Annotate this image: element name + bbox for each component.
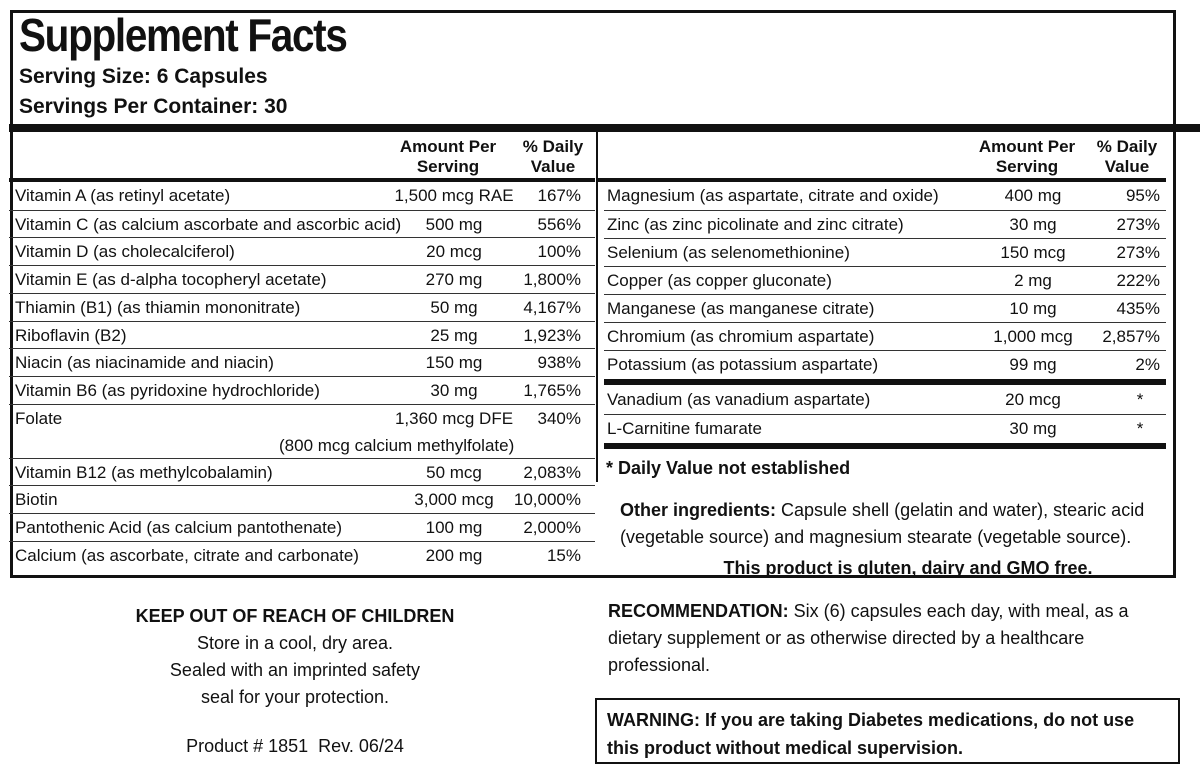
- nutrient-name: Vitamin B12 (as methylcobalamin): [15, 462, 273, 482]
- nutrient-daily-value: 273%: [1116, 215, 1160, 234]
- nutrient-name: L-Carnitine fumarate: [607, 419, 762, 438]
- table-row: [9, 348, 595, 376]
- nutrient-daily-value: 435%: [1116, 299, 1160, 318]
- storage-line: Sealed with an imprinted safety: [169, 660, 421, 680]
- table-row: [604, 386, 1166, 414]
- nutrient-amount: 500 mg: [425, 214, 483, 234]
- panel-title: Supplement Facts: [19, 9, 347, 61]
- recommendation-text: Six (6) capsules each day, with meal, as a dietary supplement or as otherwise directed by a healthcare professional.: [608, 601, 1129, 675]
- nutrient-name: Vitamin B6 (as pyridoxine hydrochloride): [15, 380, 320, 400]
- servings-per-container: Servings Per Container: 30: [19, 95, 288, 118]
- amount-header-right: [968, 137, 1086, 177]
- nutrient-daily-value: 95%: [1125, 186, 1160, 205]
- table-row: [9, 376, 595, 404]
- nutrient-daily-value: 10,000%: [513, 490, 581, 510]
- nutrient-amount: 10 mg: [1009, 299, 1057, 318]
- nutrient-amount: 3,000 mcg: [414, 490, 494, 510]
- nutrient-daily-value: 15%: [546, 545, 581, 565]
- nutrient-name: Zinc (as zinc picolinate and zinc citrate): [607, 215, 904, 234]
- dv-header-line2: Value: [530, 157, 576, 176]
- nutrient-amount: 150 mg: [425, 353, 483, 373]
- amount-header-line2: Serving: [416, 157, 480, 176]
- table-row: [9, 293, 595, 321]
- table-row: [604, 350, 1166, 378]
- nutrient-amount: 270 mg: [425, 270, 483, 290]
- table-row: [9, 404, 595, 458]
- thick-divider: [9, 124, 1200, 132]
- nutrient-name: Vitamin C (as calcium ascorbate and ascorbic acid): [15, 214, 402, 234]
- table-row: [604, 266, 1166, 294]
- right-nutrient-table: [598, 132, 1166, 492]
- nutrient-name: Niacin (as niacinamide and niacin): [15, 353, 274, 373]
- nutrient-amount: 30 mg: [1009, 215, 1057, 234]
- nutrient-name: Biotin: [15, 490, 58, 510]
- other-ingredients-text: Capsule shell (gelatin and water), stearic acid (vegetable source) and magnesium stearate (vegetable source).: [620, 500, 1145, 547]
- amount-header-right-line2: Serving: [995, 157, 1059, 176]
- table-row: [9, 237, 595, 265]
- other-ingredients: [620, 497, 1160, 551]
- table-row: [604, 210, 1166, 238]
- nutrient-amount: 50 mg: [430, 297, 478, 317]
- amount-header: [389, 137, 507, 177]
- nutrient-name: Potassium (as potassium aspartate): [607, 355, 879, 374]
- thick-divider: [604, 443, 1166, 449]
- nutrient-amount: 100 mg: [425, 518, 483, 537]
- nutrient-daily-value: 2,857%: [1102, 327, 1160, 346]
- table-row: [9, 182, 595, 210]
- dv-header-right-line2: Value: [1104, 157, 1150, 176]
- nutrient-name: Copper (as copper gluconate): [607, 271, 832, 290]
- nutrient-name: Riboflavin (B2): [15, 325, 127, 345]
- nutrient-daily-value: 167%: [537, 186, 581, 205]
- other-ingredients-label: Other ingredients:: [620, 500, 777, 520]
- warning-box: WARNING: If you are taking Diabetes medications, do not use this product without medical supervision.: [595, 698, 1180, 764]
- nutrient-amount: 2 mg: [1014, 271, 1052, 290]
- nutrient-amount: 25 mg: [430, 325, 478, 345]
- dv-header-line1: % Daily: [522, 137, 584, 156]
- nutrient-amount: 1,000 mcg: [993, 327, 1073, 346]
- nutrient-name: Folate: [15, 408, 63, 428]
- nutrient-daily-value: 222%: [1116, 271, 1160, 290]
- nutrient-daily-value: 1,923%: [523, 325, 581, 345]
- nutrient-name: Magnesium (as aspartate, citrate and oxide): [607, 186, 939, 205]
- nutrient-amount: 30 mg: [1009, 419, 1057, 438]
- daily-value-note: * Daily Value not established: [606, 458, 851, 478]
- nutrient-name: Thiamin (B1) (as thiamin mononitrate): [15, 297, 301, 317]
- nutrient-amount: 1,500 mcg RAE: [394, 186, 514, 205]
- storage-line: seal for your protection.: [200, 687, 390, 707]
- nutrient-amount: 20 mcg: [1005, 390, 1061, 409]
- nutrient-daily-value: 100%: [537, 242, 581, 262]
- nutrient-amount: 150 mcg: [1000, 243, 1066, 262]
- nutrient-name: Manganese (as manganese citrate): [607, 299, 875, 318]
- nutrient-daily-value: 1,800%: [523, 270, 581, 290]
- free-statement: This product is gluten, dairy and GMO free.: [723, 558, 1093, 578]
- table-row: [604, 182, 1166, 210]
- table-row: [604, 414, 1166, 442]
- table-row: [604, 322, 1166, 350]
- nutrient-daily-value: 1,765%: [523, 380, 581, 400]
- table-row: [604, 294, 1166, 322]
- nutrient-name: Vitamin A (as retinyl acetate): [15, 186, 231, 205]
- nutrient-daily-value: *: [1136, 390, 1144, 409]
- table-row: [9, 321, 595, 349]
- amount-header-right-line1: Amount Per: [978, 137, 1076, 156]
- nutrient-name: Selenium (as selenomethionine): [607, 243, 850, 262]
- nutrient-daily-value: 2,000%: [523, 518, 581, 537]
- nutrient-name: Chromium (as chromium aspartate): [607, 327, 875, 346]
- table-row: [604, 238, 1166, 266]
- dv-header: [517, 137, 589, 177]
- amount-header-line1: Amount Per: [399, 137, 497, 156]
- nutrient-name: Vitamin D (as cholecalciferol): [15, 242, 235, 262]
- table-row: [9, 265, 595, 293]
- nutrient-daily-value: 2%: [1135, 355, 1160, 374]
- nutrient-daily-value: 340%: [537, 408, 581, 428]
- product-number: Product # 1851 Rev. 06/24: [186, 736, 404, 756]
- nutrient-name: Vanadium (as vanadium aspartate): [607, 390, 871, 409]
- nutrient-amount: 99 mg: [1009, 355, 1057, 374]
- nutrient-note: (800 mcg calcium methylfolate): [279, 435, 515, 455]
- thick-divider: [604, 379, 1166, 385]
- nutrient-amount: 20 mcg: [426, 242, 482, 262]
- nutrient-daily-value: 273%: [1116, 243, 1160, 262]
- nutrient-name: Calcium (as ascorbate, citrate and carbonate): [15, 545, 359, 565]
- nutrient-amount: 50 mcg: [426, 462, 482, 482]
- left-table-bottom: [10, 482, 596, 578]
- nutrient-daily-value: 556%: [537, 214, 581, 234]
- storage-line: Store in a cool, dry area.: [196, 633, 394, 653]
- nutrient-daily-value: 4,167%: [523, 297, 581, 317]
- nutrient-amount: 400 mg: [1004, 186, 1062, 205]
- nutrient-name: Vitamin E (as d-alpha tocopheryl acetate): [15, 270, 327, 290]
- table-row: [9, 210, 595, 238]
- nutrient-daily-value: *: [1136, 419, 1144, 438]
- nutrient-name: Pantothenic Acid (as calcium pantothenate): [15, 518, 342, 537]
- nutrient-amount: 30 mg: [430, 380, 478, 400]
- dv-header-right: [1090, 137, 1164, 177]
- recommendation: [608, 598, 1148, 679]
- dv-header-right-line1: % Daily: [1096, 137, 1158, 156]
- keep-out-heading: KEEP OUT OF REACH OF CHILDREN: [135, 606, 455, 626]
- nutrient-amount: 1,360 mcg DFE: [394, 408, 514, 428]
- nutrient-daily-value: 2,083%: [523, 462, 581, 482]
- nutrient-daily-value: 938%: [537, 353, 581, 373]
- serving-size: Serving Size: 6 Capsules: [19, 65, 268, 88]
- nutrient-amount: 200 mg: [425, 545, 483, 565]
- storage-block: [60, 603, 530, 711]
- recommendation-label: RECOMMENDATION:: [608, 601, 789, 621]
